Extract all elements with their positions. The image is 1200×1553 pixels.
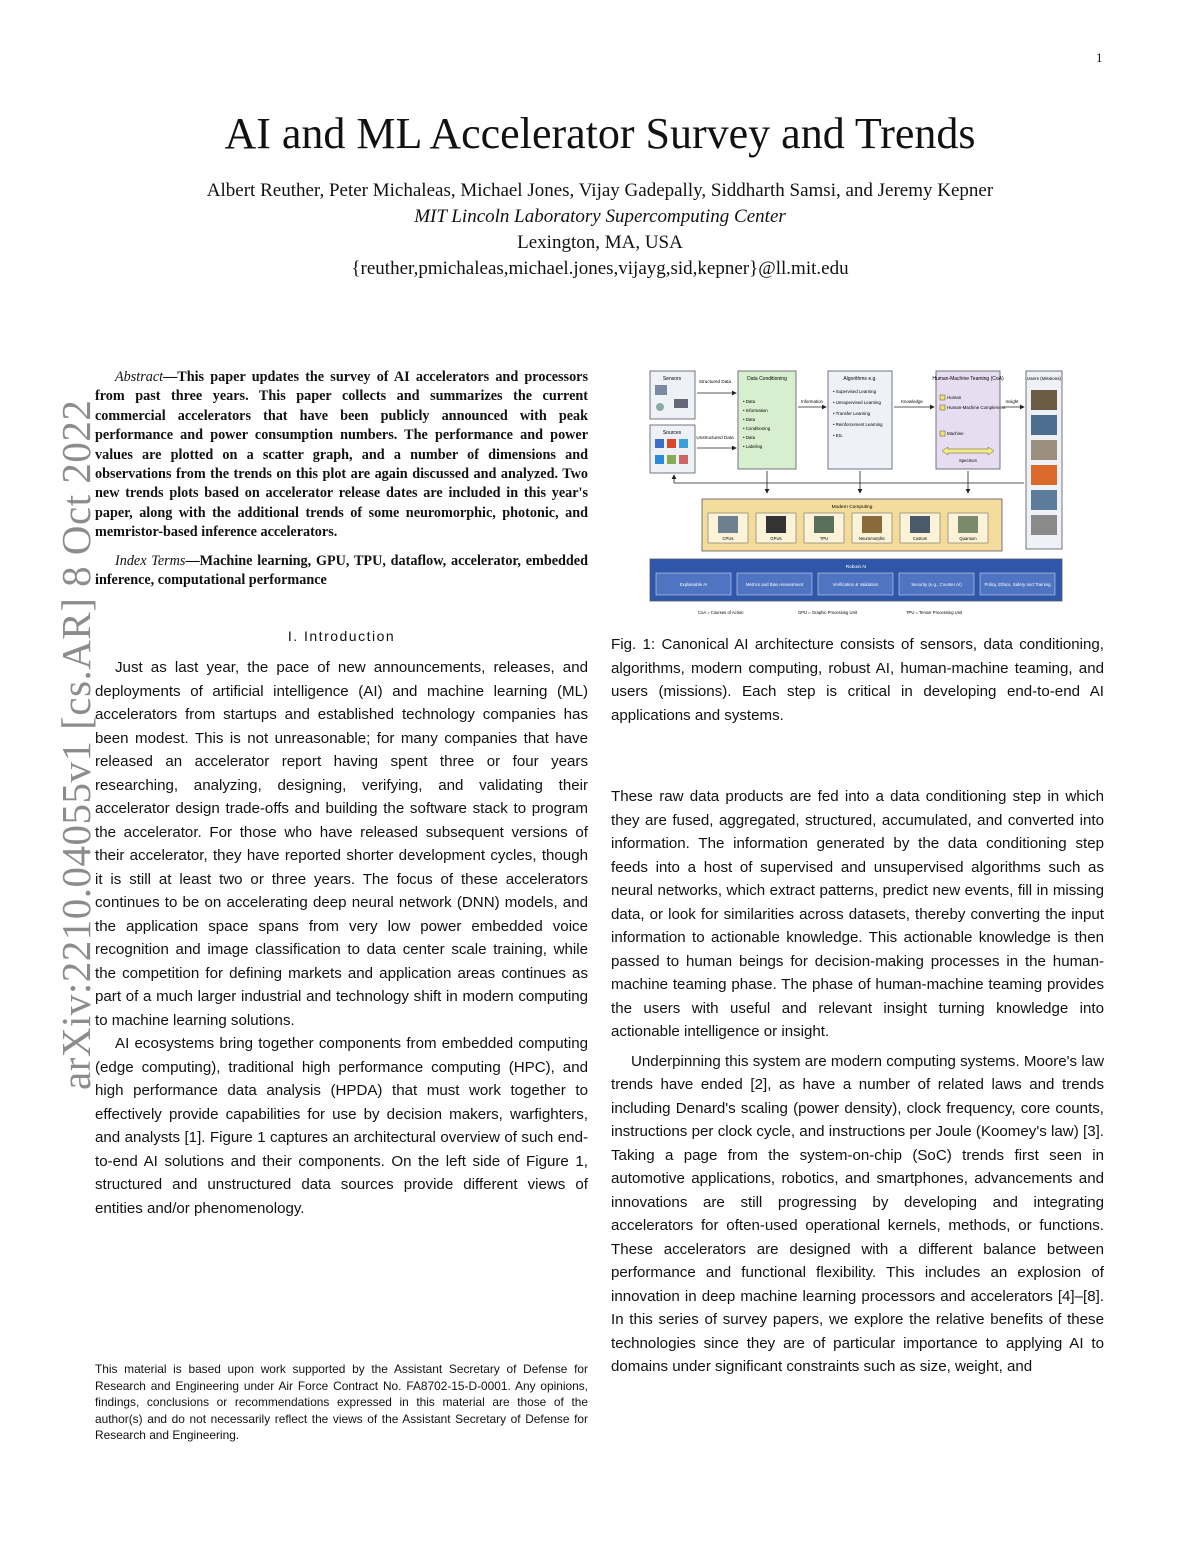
robust-ai-item-label: Security (e.g., Counter AI) xyxy=(911,582,962,587)
users-title: Users (Missions) xyxy=(1026,376,1062,381)
compute-chip-label: Custom xyxy=(912,536,928,541)
robust-ai-item-label: Policy, Ethics, Safety and Training xyxy=(984,582,1051,587)
left-column xyxy=(95,368,588,1220)
hmt-title: Human-Machine Teaming (CoA) xyxy=(932,376,1004,382)
paper-title: AI and ML Accelerator Survey and Trends xyxy=(224,109,976,158)
diagram-list-item: • Data xyxy=(743,435,756,440)
structured-data-label: Structured Data xyxy=(698,379,732,384)
data-conditioning-title: Data Conditioning xyxy=(747,376,787,382)
diagram-list-item: • Conditioning xyxy=(743,426,771,431)
intro-paragraph-2: AI ecosystems bring together components from embedded computing (edge computing), traditional high performance computing (HPC), and high performance data analysis (HPDA) that must work together to effectively provide capabilities for use by decision makers, warfighters, and analysts [1]. Figure 1 captures an architectural overview of such end-to-end AI solutions and their components. On the left side of Figure 1, structured and unstructured data sources provide different views of entities and/or phenomenology. xyxy=(95,1035,588,1217)
sources-label: Sources xyxy=(662,430,682,436)
algorithms-box xyxy=(828,371,892,469)
hmt-item-complement: Human-Machine Complement xyxy=(947,405,1006,410)
index-terms-text: —Machine learning, GPU, TPU, dataflow, accelerator, embedded inference, computational performance xyxy=(95,552,588,589)
page-number: 1 xyxy=(1096,50,1103,65)
affiliation: MIT Lincoln Laboratory Supercomputing Center xyxy=(414,206,786,227)
sensor-icon xyxy=(674,399,688,408)
source-icon xyxy=(655,439,664,448)
chip-icon xyxy=(910,516,930,533)
legend-gpu: GPU = Graphic Processing Unit xyxy=(798,610,857,615)
sensors-label: Sensors xyxy=(662,376,682,382)
source-icon xyxy=(679,439,688,448)
robust-ai-item-label: Metrics and Bias Assessment xyxy=(745,582,804,587)
compute-chip-label: Neuromorphic xyxy=(858,536,886,541)
chip-icon xyxy=(766,516,786,533)
source-icon xyxy=(667,455,676,464)
figure-caption: Fig. 1: Canonical AI architecture consists of sensors, data conditioning, algorithms, modern computing, robust AI, human-machine teaming, and users (missions). Each step is critical in developing end-to-end AI applications and systems. xyxy=(611,636,1104,724)
mission-image xyxy=(1031,515,1057,535)
diagram-list-item: • Labeling xyxy=(743,444,763,449)
intro-paragraph-1: Just as last year, the pace of new announcements, releases, and deployments of artificial intelligence (AI) and machine learning (ML) accelerators from startups and established technology companies has been modest. This is not unreasonable; for many companies that have released an accelerator report having spent three or four years researching, analyzing, designing, verifying, and validating their accelerator design trade-offs and building the software stack to program the accelerator. For those who have released subsequent versions of their accelerator, they have reported shorter development cycles, though it is still at least two or three years. The focus of these accelerators continues to be on accelerating deep neural network (DNN) models, and the application space spans from very low power embedded voice recognition and image classification to data center scale training, while the competition for defining markets and application areas continues as part of a much larger industrial and technology shift in modern computing to machine learning solutions. xyxy=(95,659,588,1029)
right-paragraph-1: These raw data products are fed into a data conditioning step in which they are fused, aggregated, structured, accumulated, and converted into information. The information generated by the data conditioning step feeds into a host of supervised and unsupervised algorithms such as neural networks, which extract patterns, predict new events, fill in missing data, or look for similarities across datasets, thereby converting the input information to actionable knowledge. This actionable knowledge is then passed to human beings for decision-making processes in the human-machine teaming phase. The phase of human-machine teaming provides the users with useful and relevant insight turning knowledge into actionable intelligence or insight. xyxy=(611,788,1104,1040)
sensor-icon xyxy=(655,385,667,395)
compute-chip-label: GPUs xyxy=(770,536,782,541)
abstract-text: —This paper updates the survey of AI accelerators and processors from past three years. This paper collects and summarizes the current commercial accelerators that have been publicly announced with peak performance and power consumption numbers. The performance and power values are plotted on a scatter graph, and a number of dimensions and observations from the trends on this plot are again discussed and analyzed. Two new trends plots based on accelerator release dates are included in this year's paper, along with the additional trends of some neuromorphic, photonic, and memristor-based inference accelerators. xyxy=(95,369,588,541)
diagram-list-item: • Etc. xyxy=(833,433,844,438)
satellite-icon xyxy=(656,403,664,411)
robust-items xyxy=(656,573,1055,595)
robust-ai-item-label: Explainable AI xyxy=(679,582,708,587)
chip-icon xyxy=(814,516,834,533)
robust-ai-item-label: Verification & Validation xyxy=(832,582,879,587)
insight-label: Insight xyxy=(1005,399,1019,404)
diagram-list-item: • Data xyxy=(743,417,756,422)
chip-icon xyxy=(718,516,738,533)
information-label: Information xyxy=(801,399,823,404)
footnote: This material is based upon work supported by the Assistant Secretary of Defense for Research and Engineering under Air Force Contract No. FA8702-15-D-0001. Any opinions, findings, conclusions or recommendations expressed in this material are those of the author(s) and do not necessarily reflect the views of the Assistant Secretary of Defense for Research and Engineering. xyxy=(95,1362,588,1442)
figure-1 xyxy=(648,363,1064,615)
diagram-list-item: • Information xyxy=(743,408,768,413)
chip-icon xyxy=(862,516,882,533)
mission-image xyxy=(1031,390,1057,410)
hmt-item-human: Human xyxy=(947,395,962,400)
compute-chip-label: Quantum xyxy=(959,536,977,541)
author-list: Albert Reuther, Peter Michaleas, Michael Jones, Vijay Gadepally, Siddharth Samsi, and Jeremy Kepner xyxy=(206,180,994,201)
hmt-box xyxy=(936,371,1000,469)
diagram-list-item: • Unsupervised Learning xyxy=(833,400,881,405)
arxiv-stamp[interactable]: arXiv:2210.04055v1 [cs.AR] 8 Oct 2022 xyxy=(53,399,99,1090)
location: Lexington, MA, USA xyxy=(517,232,683,253)
chip-icon xyxy=(958,516,978,533)
abstract-label: Abstract xyxy=(115,369,164,385)
source-icon xyxy=(667,439,676,448)
modern-computing-title: Modern Computing xyxy=(831,505,873,510)
robust-ai-title: Robust AI xyxy=(845,565,867,570)
diagram-list-item: • Data xyxy=(743,399,756,404)
unstructured-data-label: Unstructured Data xyxy=(696,435,734,440)
source-icon xyxy=(679,455,688,464)
section-heading-introduction: I. Introduction xyxy=(287,628,396,645)
email-addresses: {reuther,pmichaleas,michael.jones,vijayg,sid,kepner}@ll.mit.edu xyxy=(351,258,849,279)
algorithms-title: Algorithms e.g. xyxy=(843,376,877,382)
mission-image xyxy=(1031,465,1057,485)
diagram-list-item: • Transfer Learning xyxy=(833,411,871,416)
mission-image xyxy=(1031,490,1057,510)
right-column xyxy=(611,785,1104,1379)
index-terms xyxy=(95,552,588,591)
mission-image xyxy=(1031,440,1057,460)
compute-chip-label: CPUs xyxy=(722,536,734,541)
diagram-list-item: • Supervised Learning xyxy=(833,389,877,394)
legend-tpu: TPU = Tensor Processing Unit xyxy=(906,610,963,615)
architecture-diagram xyxy=(648,363,1064,615)
source-icon xyxy=(655,455,664,464)
spectrum-label: Spectrum xyxy=(959,458,977,463)
mission-image xyxy=(1031,415,1057,435)
abstract xyxy=(95,368,588,543)
diagram-list-item: • Reinforcement Learning xyxy=(833,422,883,427)
hmt-item-machine: Machine xyxy=(947,431,964,436)
right-paragraph-2: Underpinning this system are modern computing systems. Moore's law trends have ended [2], as have a number of related laws and trends including Denard's scaling (power density), clock frequency, core counts, instructions per clock cycle, and instructions per Joule (Koomey's law) [3]. Taking a page from the system-on-chip (SoC) trends first seen in automotive applications, robotics, and smartphones, advancements and innovations are still progressing by developing and integrating accelerators for often-used operational kernels, methods, or functions. These accelerators are designed with a different balance between performance and functional flexibility. This includes an explosion of innovation in deep machine learning processors and accelerators [4]–[8]. In this series of survey papers, we explore the relative benefits of these technologies since they are of particular importance to applying AI to domains under significant constraints such as size, weight, and xyxy=(611,1052,1104,1375)
legend-coa: CoA = Courses of Action xyxy=(698,610,744,615)
compute-chip-label: TPU xyxy=(819,536,829,541)
knowledge-label: Knowledge xyxy=(901,399,923,404)
index-terms-label: Index Terms xyxy=(115,552,186,569)
